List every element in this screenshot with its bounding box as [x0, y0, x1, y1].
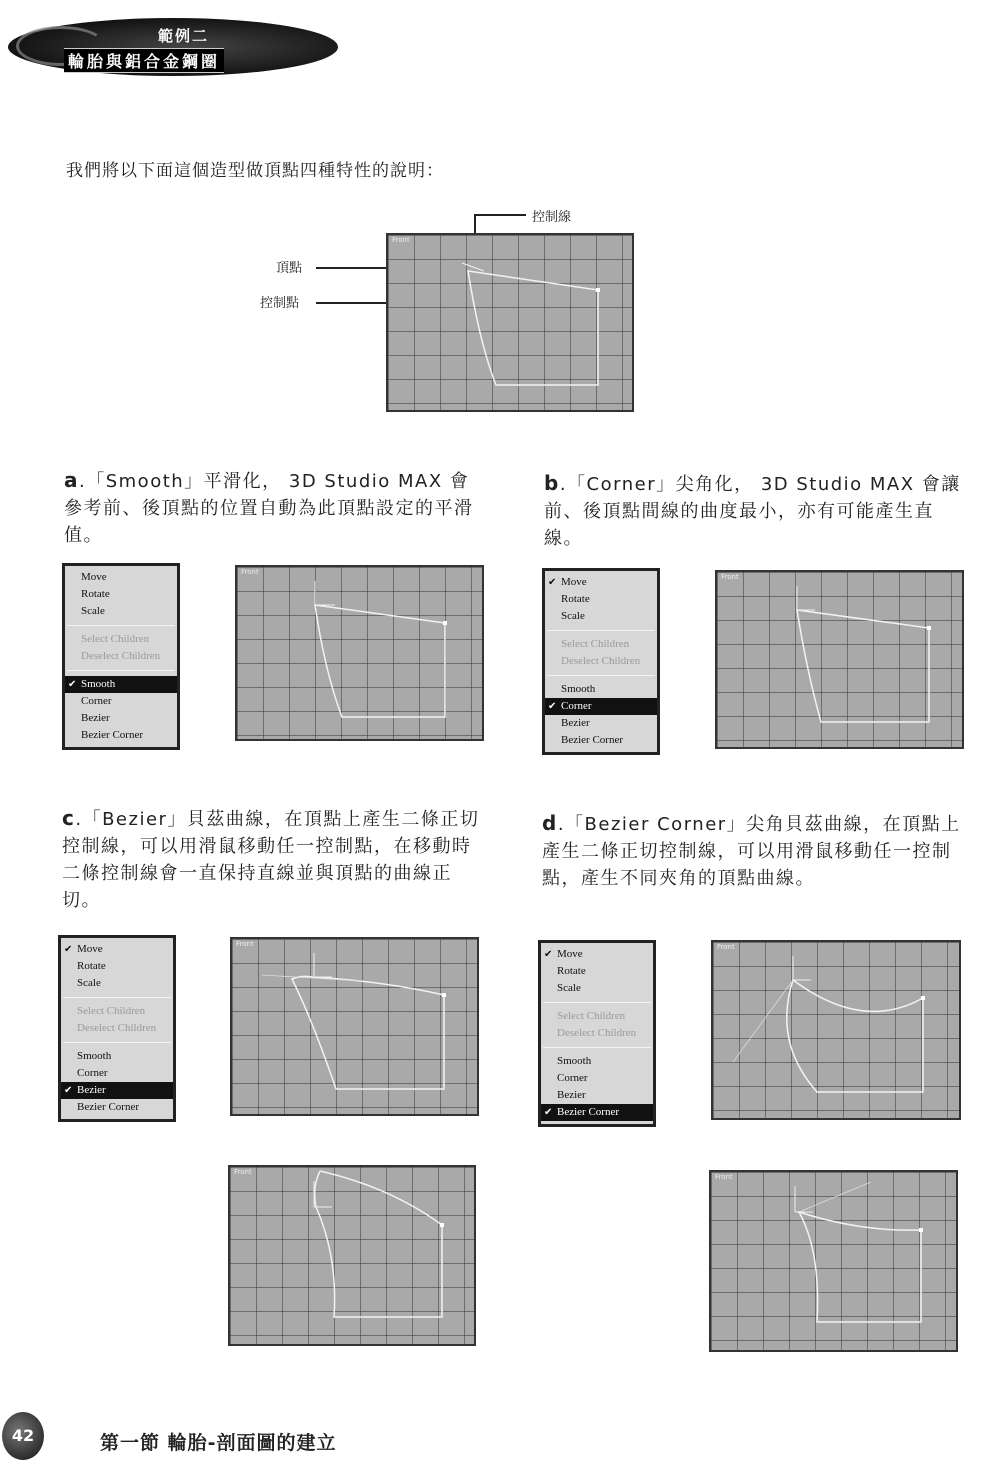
viewport-label: Front	[234, 1168, 252, 1176]
section-a-text	[64, 467, 484, 549]
footer-title: 第一節 輪胎-剖面圖的建立	[100, 1432, 337, 1454]
menu-item-move[interactable]	[541, 946, 653, 963]
menu-item-label: Corner	[561, 700, 592, 712]
menu-item-corner[interactable]	[545, 698, 657, 715]
context-menu-bezier	[58, 935, 176, 1122]
menu-item-move[interactable]: Move	[81, 571, 107, 583]
menu-item-label: Move	[561, 576, 587, 588]
menu-separator	[547, 630, 655, 631]
menu-item-bezier-corner[interactable]: Bezier Corner	[81, 729, 143, 741]
shape-bezier-1	[232, 939, 479, 1116]
callout-control-point: 控制點	[260, 296, 300, 311]
menu-item-corner[interactable]: Corner	[77, 1067, 108, 1079]
menu-separator	[63, 997, 171, 998]
viewport-bezier-corner-2	[709, 1170, 958, 1352]
menu-item-scale[interactable]: Scale	[77, 977, 101, 989]
menu-item-move[interactable]	[61, 941, 173, 958]
menu-item-label: Smooth	[81, 678, 116, 690]
shape-bezier-2	[230, 1167, 476, 1346]
section-c-body: .「Bezier」貝茲曲線，在頂點上產生二條正切控制線，可以用滑鼠移動任一控制點，在移動時二條控制線會一直保持直線並與頂點的曲線正切。	[62, 809, 480, 911]
menu-separator	[547, 675, 655, 676]
check-icon: ✔	[64, 1085, 73, 1096]
page-number: 42	[2, 1412, 44, 1460]
menu-item-move[interactable]	[545, 574, 657, 591]
check-icon: ✔	[64, 944, 73, 955]
menu-item-smooth[interactable]: Smooth	[561, 683, 596, 695]
viewport-label: Front	[236, 940, 254, 948]
menu-item-deselect-children: Deselect Children	[557, 1027, 637, 1039]
viewport-label: Front	[715, 1173, 733, 1181]
menu-separator	[543, 1002, 651, 1003]
section-b-letter: b	[544, 471, 560, 495]
viewport-label: Front	[241, 568, 259, 576]
menu-item-bezier[interactable]: Bezier	[557, 1089, 586, 1101]
viewport-label: Front	[721, 573, 739, 581]
shape-corner	[717, 572, 964, 749]
context-menu-corner	[542, 568, 660, 755]
menu-separator	[67, 670, 175, 671]
menu-item-deselect-children: Deselect Children	[561, 655, 641, 667]
menu-item-bezier-corner[interactable]: Bezier Corner	[561, 734, 623, 746]
check-icon: ✔	[548, 577, 557, 588]
section-d-letter: d	[542, 811, 558, 835]
menu-item-label: Bezier Corner	[557, 1106, 619, 1118]
section-c-text	[62, 805, 482, 914]
menu-item-label: Bezier	[77, 1084, 106, 1096]
badge-example-number: 範例二	[158, 27, 210, 45]
shape-main	[388, 235, 634, 412]
menu-item-bezier[interactable]: Bezier	[81, 712, 110, 724]
shape-smooth	[237, 567, 484, 741]
menu-item-bezier[interactable]: Bezier	[561, 717, 590, 729]
menu-item-select-children: Select Children	[77, 1005, 146, 1017]
menu-item-rotate[interactable]: Rotate	[81, 588, 110, 600]
control-line-arrow-h	[474, 214, 526, 216]
menu-item-deselect-children: Deselect Children	[81, 650, 161, 662]
section-a-body: .「Smooth」平滑化， 3D Studio MAX 會參考前、後頂點的位置自動為此頂點設定的平滑值。	[64, 471, 474, 546]
chapter-badge	[8, 18, 338, 76]
callout-vertex: 頂點	[276, 261, 303, 276]
section-b-body: .「Corner」尖角化， 3D Studio MAX 會讓前、後頂點間線的曲度最小，亦有可能產生直線。	[544, 474, 961, 549]
menu-item-bezier-corner[interactable]	[541, 1104, 653, 1121]
menu-item-select-children: Select Children	[81, 633, 150, 645]
menu-item-bezier[interactable]	[61, 1082, 173, 1099]
menu-item-label: Move	[557, 948, 583, 960]
menu-separator	[543, 1047, 651, 1048]
check-icon: ✔	[68, 679, 77, 690]
menu-item-scale[interactable]: Scale	[557, 982, 581, 994]
menu-item-corner[interactable]: Corner	[557, 1072, 588, 1084]
menu-item-select-children: Select Children	[557, 1010, 626, 1022]
menu-item-smooth[interactable]: Smooth	[557, 1055, 592, 1067]
menu-separator	[63, 1042, 171, 1043]
section-d-body: .「Bezier Corner」尖角貝茲曲線，在頂點上產生二條正切控制線，可以用滑鼠移動任一控制點，產生不同夾角的頂點曲線。	[542, 814, 961, 889]
menu-item-scale[interactable]: Scale	[81, 605, 105, 617]
viewport-smooth	[235, 565, 484, 741]
menu-item-rotate[interactable]: Rotate	[561, 593, 590, 605]
viewport-bezier-1	[230, 937, 479, 1116]
viewport-bezier-corner-1	[711, 940, 961, 1120]
context-menu-bezier-corner	[538, 940, 656, 1127]
section-c-letter: c	[62, 806, 76, 830]
menu-item-bezier-corner[interactable]: Bezier Corner	[77, 1101, 139, 1113]
intro-text: 我們將以下面這個造型做頂點四種特性的說明：	[66, 161, 444, 181]
menu-item-rotate[interactable]: Rotate	[77, 960, 106, 972]
menu-item-smooth[interactable]	[65, 676, 177, 693]
callout-control-line: 控制線	[532, 210, 572, 225]
viewport-corner	[715, 570, 964, 749]
viewport-label: Front	[717, 943, 735, 951]
menu-item-rotate[interactable]: Rotate	[557, 965, 586, 977]
menu-item-deselect-children: Deselect Children	[77, 1022, 157, 1034]
section-b-text	[544, 470, 964, 552]
menu-item-label: Move	[77, 943, 103, 955]
viewport-bezier-2	[228, 1165, 476, 1346]
section-a-letter: a	[64, 468, 79, 492]
shape-bezier-corner-1	[713, 942, 961, 1120]
menu-item-corner[interactable]: Corner	[81, 695, 112, 707]
menu-item-smooth[interactable]: Smooth	[77, 1050, 112, 1062]
menu-separator	[67, 625, 175, 626]
menu-item-scale[interactable]: Scale	[561, 610, 585, 622]
section-d-text	[542, 810, 962, 892]
viewport-label: Front	[392, 236, 410, 244]
check-icon: ✔	[548, 701, 557, 712]
viewport-main	[386, 233, 634, 412]
check-icon: ✔	[544, 949, 553, 960]
check-icon: ✔	[544, 1107, 553, 1118]
menu-item-select-children: Select Children	[561, 638, 630, 650]
badge-title: 輪胎與鋁合金鋼圈	[64, 48, 224, 73]
shape-bezier-corner-2	[711, 1172, 958, 1352]
context-menu-smooth	[62, 563, 180, 750]
